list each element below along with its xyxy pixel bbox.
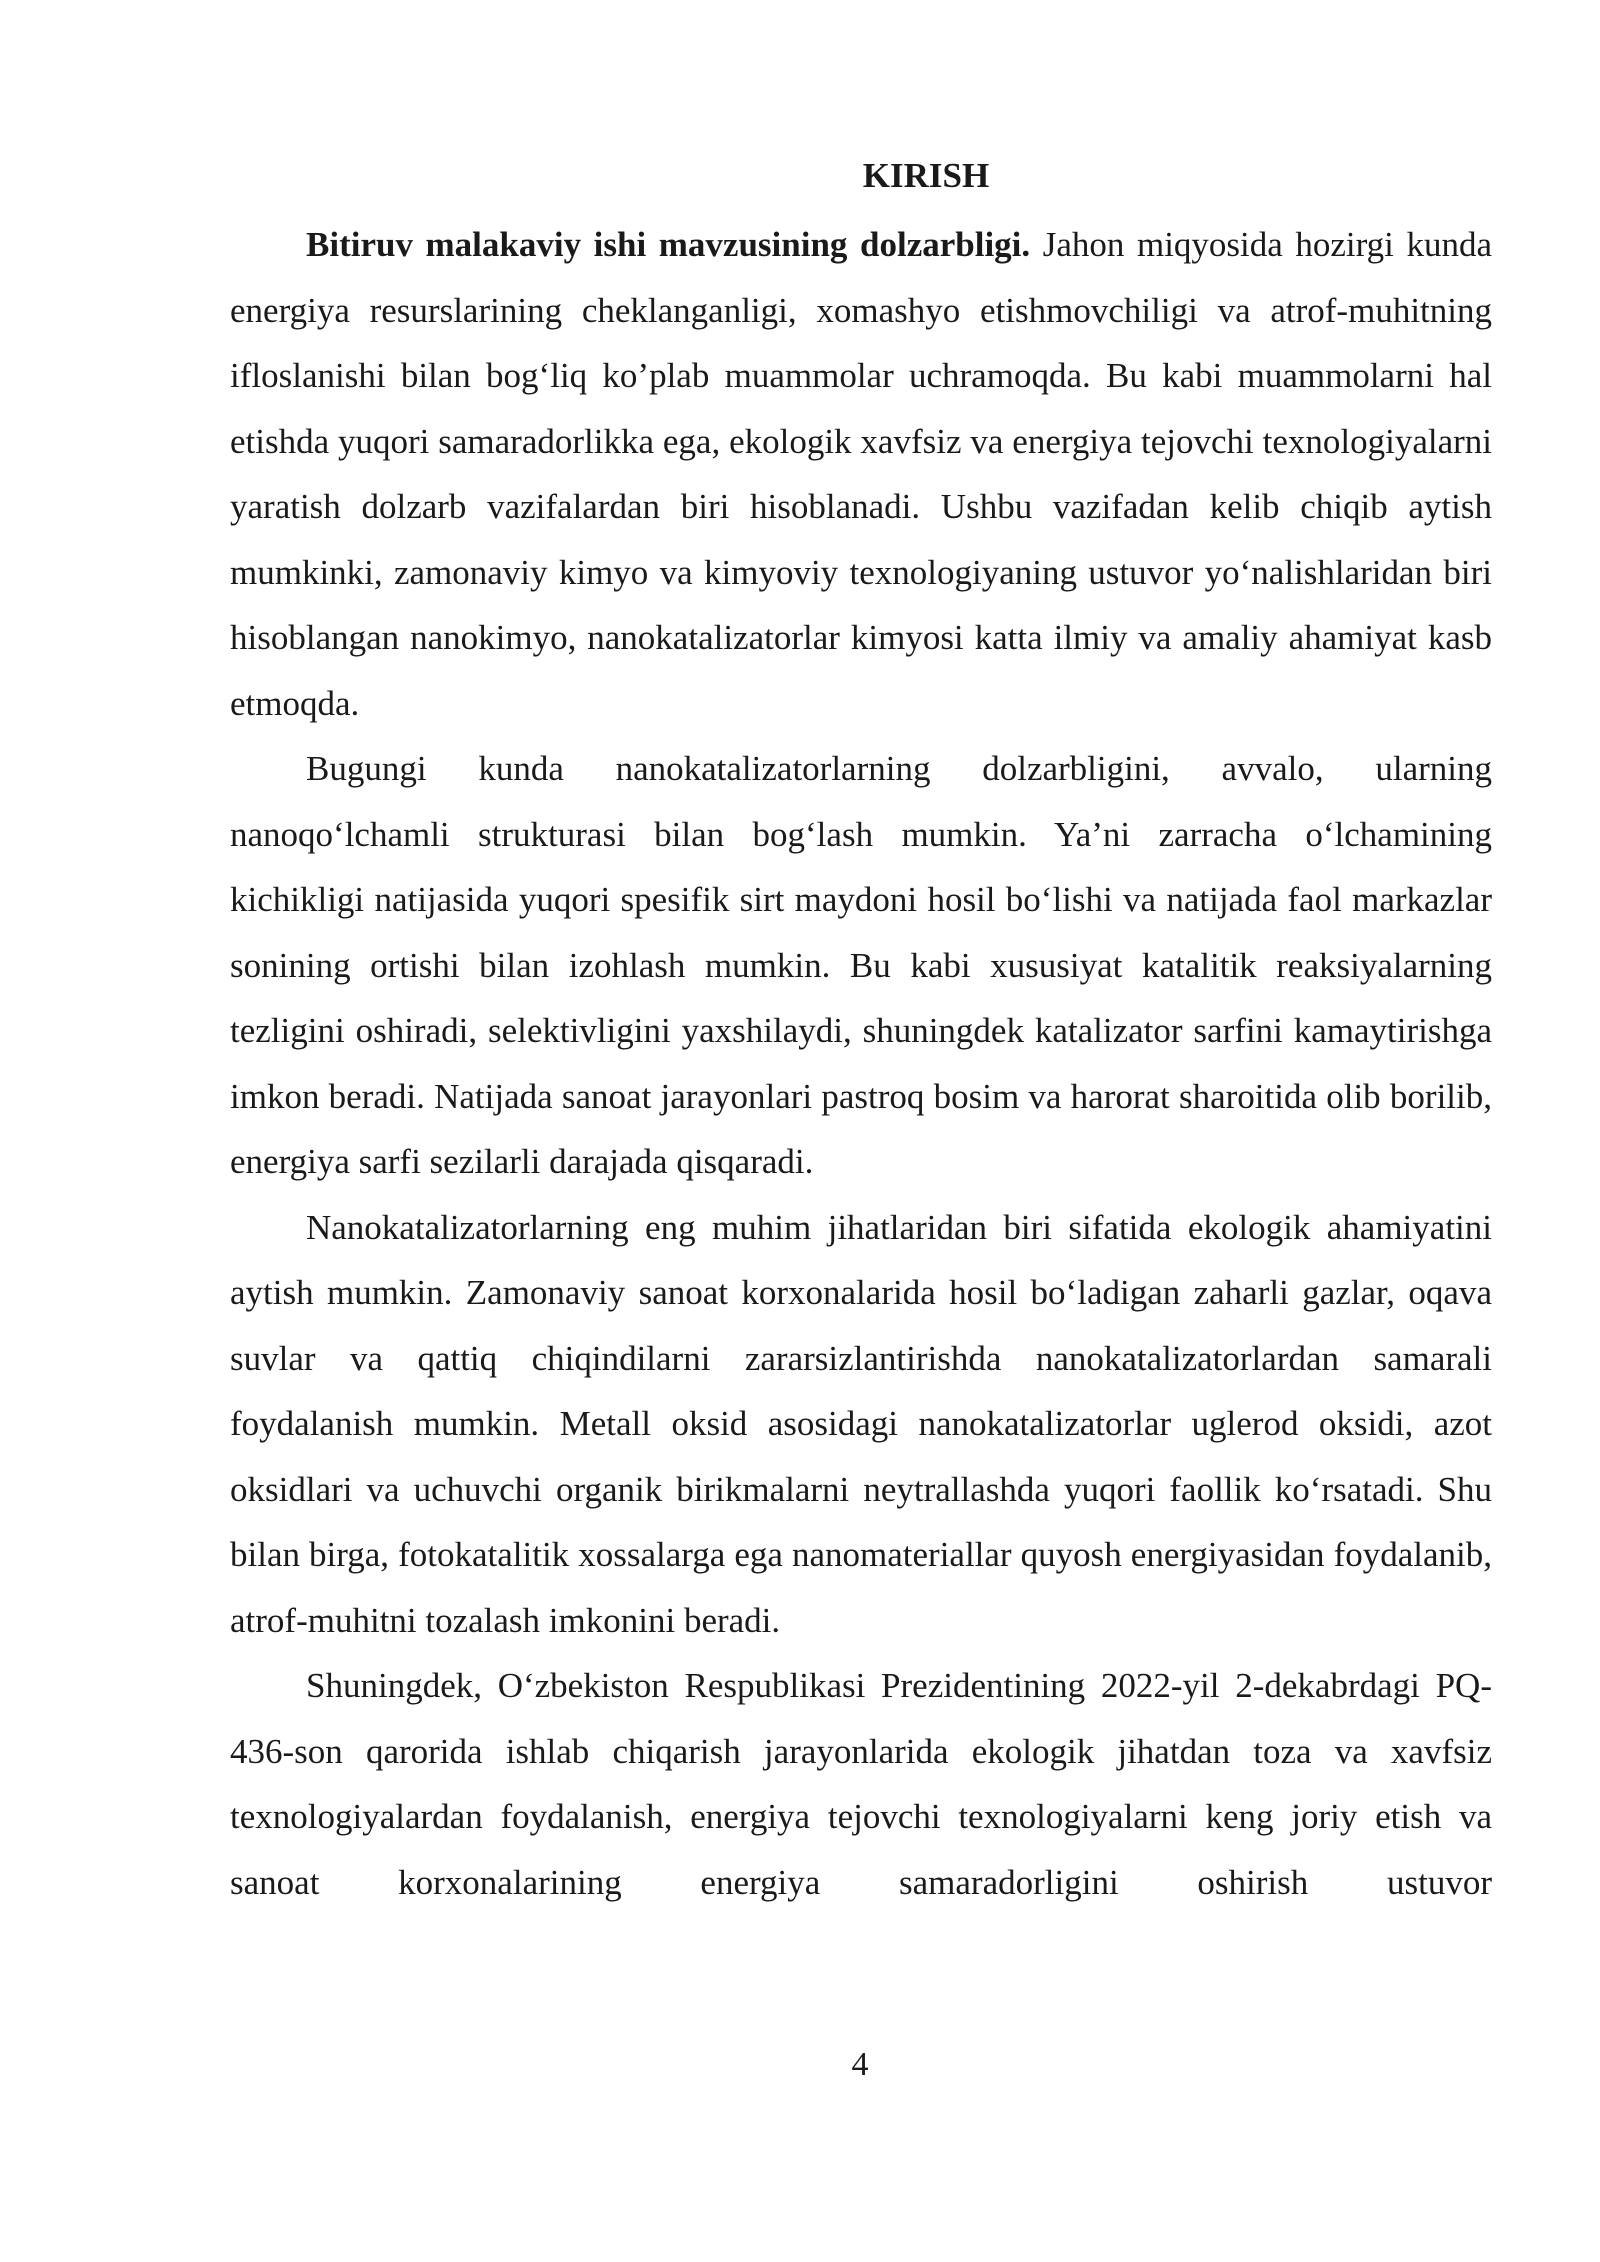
paragraph-lead: Bitiruv malakaviy ishi mavzusining dolzarbligi. bbox=[306, 225, 1031, 264]
document-body bbox=[230, 150, 1492, 1915]
page-number: 4 bbox=[851, 2046, 869, 2083]
paragraph-decree: Shuningdek, O‘zbekiston Respublikasi Prezidentining 2022-yil 2-dekabrdagi PQ-436-son qarorida ishlab chiqarish jarayonlarida ekologik jihatdan toza va xavfsiz texnologiyalardan foydalanish, energiya tejovchi texnologiyalarni keng joriy etish va sanoat korxonalarining energiya samaradorligini oshirish ustuvor bbox=[230, 1666, 1492, 1902]
paragraph-nanostructure: Bugungi kunda nanokatalizatorlarning dolzarbligini, avvalo, ularning nanoqo‘lchamli strukturasi bilan bog‘lash mumkin. Ya’ni zarracha o‘lchamining kichikligi natijasida yuqori spesifik sirt maydoni hosil bo‘lishi va natijada faol markazlar sonining ortishi bilan izohlash mumkin. Bu kabi xususiyat katalitik reaksiyalarning tezligini oshiradi, selektivligini yaxshilaydi, shuningdek katalizator sarfini kamaytirishga imkon beradi. Natijada sanoat jarayonlari pastroq bosim va harorat sharoitida olib borilib, energiya sarfi sezilarli darajada qisqaradi. bbox=[230, 749, 1492, 1181]
paragraph-text: Jahon miqyosida hozirgi kunda energiya resurslarining cheklanganligi, xomashyo etishmovchiligi va atrof-muhitning ifloslanishi bilan bog‘liq ko’plab muammolar uchramoqda. Bu kabi muammolarni hal etishda yuqori samaradorlikka ega, ekologik xavfsiz va energiya tejovchi texnologiyalarni yaratish dolzarb vazifalardan biri hisoblanadi. Ushbu vazifadan kelib chiqib aytish mumkinki, zamonaviy kimyo va kimyoviy texnologiyaning ustuvor yo‘nalishlaridan biri hisoblangan nanokimyo, nanokatalizatorlar kimyosi katta ilmiy va amaliy ahamiyat kasb etmoqda. bbox=[230, 225, 1492, 723]
paragraph-ecology: Nanokatalizatorlarning eng muhim jihatlaridan biri sifatida ekologik ahamiyatini aytish mumkin. Zamonaviy sanoat korxonalarida hosil bo‘ladigan zaharli gazlar, oqava suvlar va qattiq chiqindilarni zararsizlantirishda nanokatalizatorlardan samarali foydalanish mumkin. Metall oksid asosidagi nanokatalizatorlar uglerod oksidi, azot oksidlari va uchuvchi organik birikmalarni neytrallashda yuqori faollik ko‘rsatadi. Shu bilan birga, fotokatalitik xossalarga ega nanomateriallar quyosh energiyasidan foydalanib, atrof-muhitni tozalash imkonini beradi. bbox=[230, 1207, 1492, 1640]
paragraph-relevance bbox=[230, 212, 1492, 736]
section-heading: KIRISH bbox=[862, 156, 990, 195]
